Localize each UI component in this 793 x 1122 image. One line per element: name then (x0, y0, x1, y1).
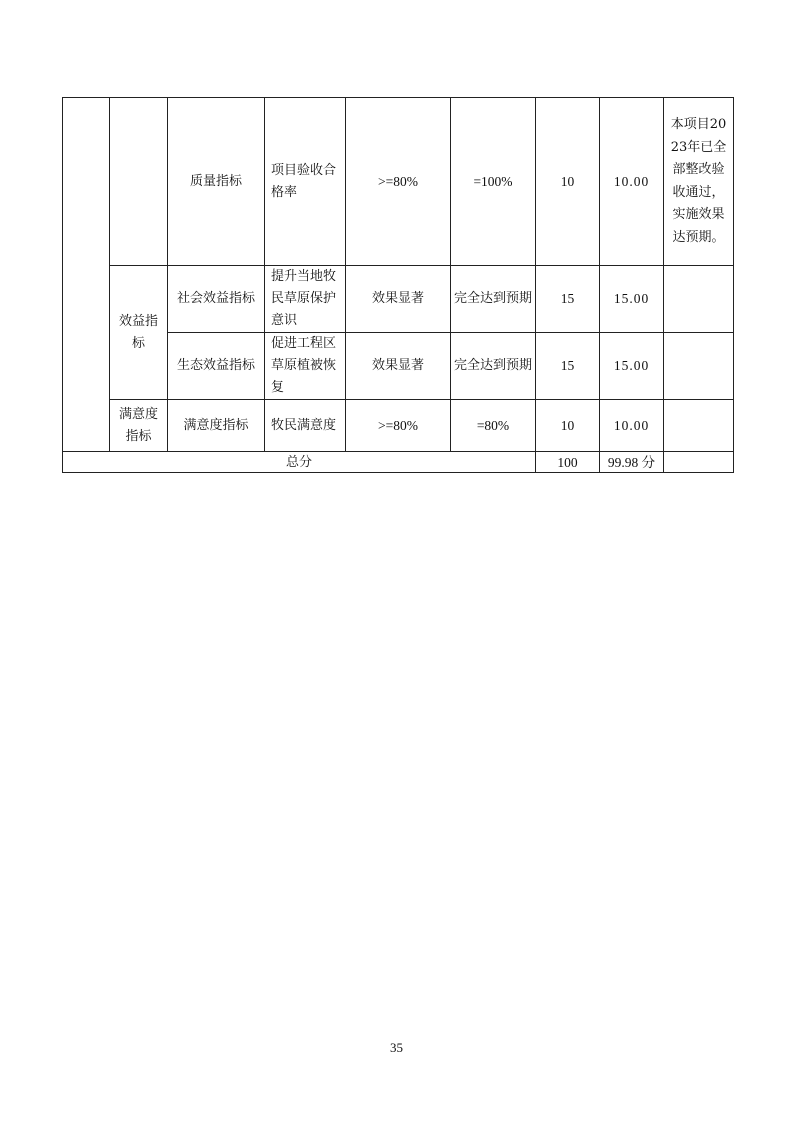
weight-cell: 15 (536, 266, 600, 333)
total-weight-cell: 100 (536, 452, 600, 473)
indicator-cell: 促进工程区草原植被恢复 (265, 333, 346, 400)
category-cell: 质量指标 (168, 98, 265, 266)
actual-cell: 完全达到预期 (451, 333, 536, 400)
page-number: 35 (390, 1040, 403, 1055)
target-cell: 效果显著 (346, 333, 451, 400)
total-remark-cell (664, 452, 734, 473)
actual-cell: =100% (451, 98, 536, 266)
category-cell: 生态效益指标 (168, 333, 265, 400)
actual-cell: 完全达到预期 (451, 266, 536, 333)
target-cell: >=80% (346, 98, 451, 266)
remark-cell (664, 266, 734, 333)
first-level-blank-cell (63, 98, 110, 452)
performance-table (62, 97, 734, 473)
remark-cell (664, 400, 734, 452)
weight-cell: 15 (536, 333, 600, 400)
score-cell: 10.00 (600, 98, 664, 266)
weight-cell: 10 (536, 400, 600, 452)
score-cell: 15.00 (600, 266, 664, 333)
score-cell: 15.00 (600, 333, 664, 400)
table-row-satisfaction (63, 400, 734, 452)
actual-cell: =80% (451, 400, 536, 452)
remark-cell: 本项目2023年已全部整改验收通过，实施效果达预期。 (664, 98, 734, 266)
target-cell: >=80% (346, 400, 451, 452)
total-label-cell: 总分 (63, 452, 536, 473)
satisfaction-group-cell: 满意度指标 (110, 400, 168, 452)
total-score-cell: 99.98 分 (600, 452, 664, 473)
score-cell: 10.00 (600, 400, 664, 452)
second-level-blank-cell (110, 98, 168, 266)
indicator-cell: 提升当地牧民草原保护意识 (265, 266, 346, 333)
indicator-cell: 项目验收合格率 (265, 98, 346, 266)
remark-cell (664, 333, 734, 400)
indicator-cell: 牧民满意度 (265, 400, 346, 452)
benefit-group-cell: 效益指标 (110, 266, 168, 400)
category-cell: 社会效益指标 (168, 266, 265, 333)
target-cell: 效果显著 (346, 266, 451, 333)
table-row-quality (63, 98, 734, 266)
category-cell: 满意度指标 (168, 400, 265, 452)
weight-cell: 10 (536, 98, 600, 266)
table-row-total (63, 452, 734, 473)
table-row-social (63, 266, 734, 333)
